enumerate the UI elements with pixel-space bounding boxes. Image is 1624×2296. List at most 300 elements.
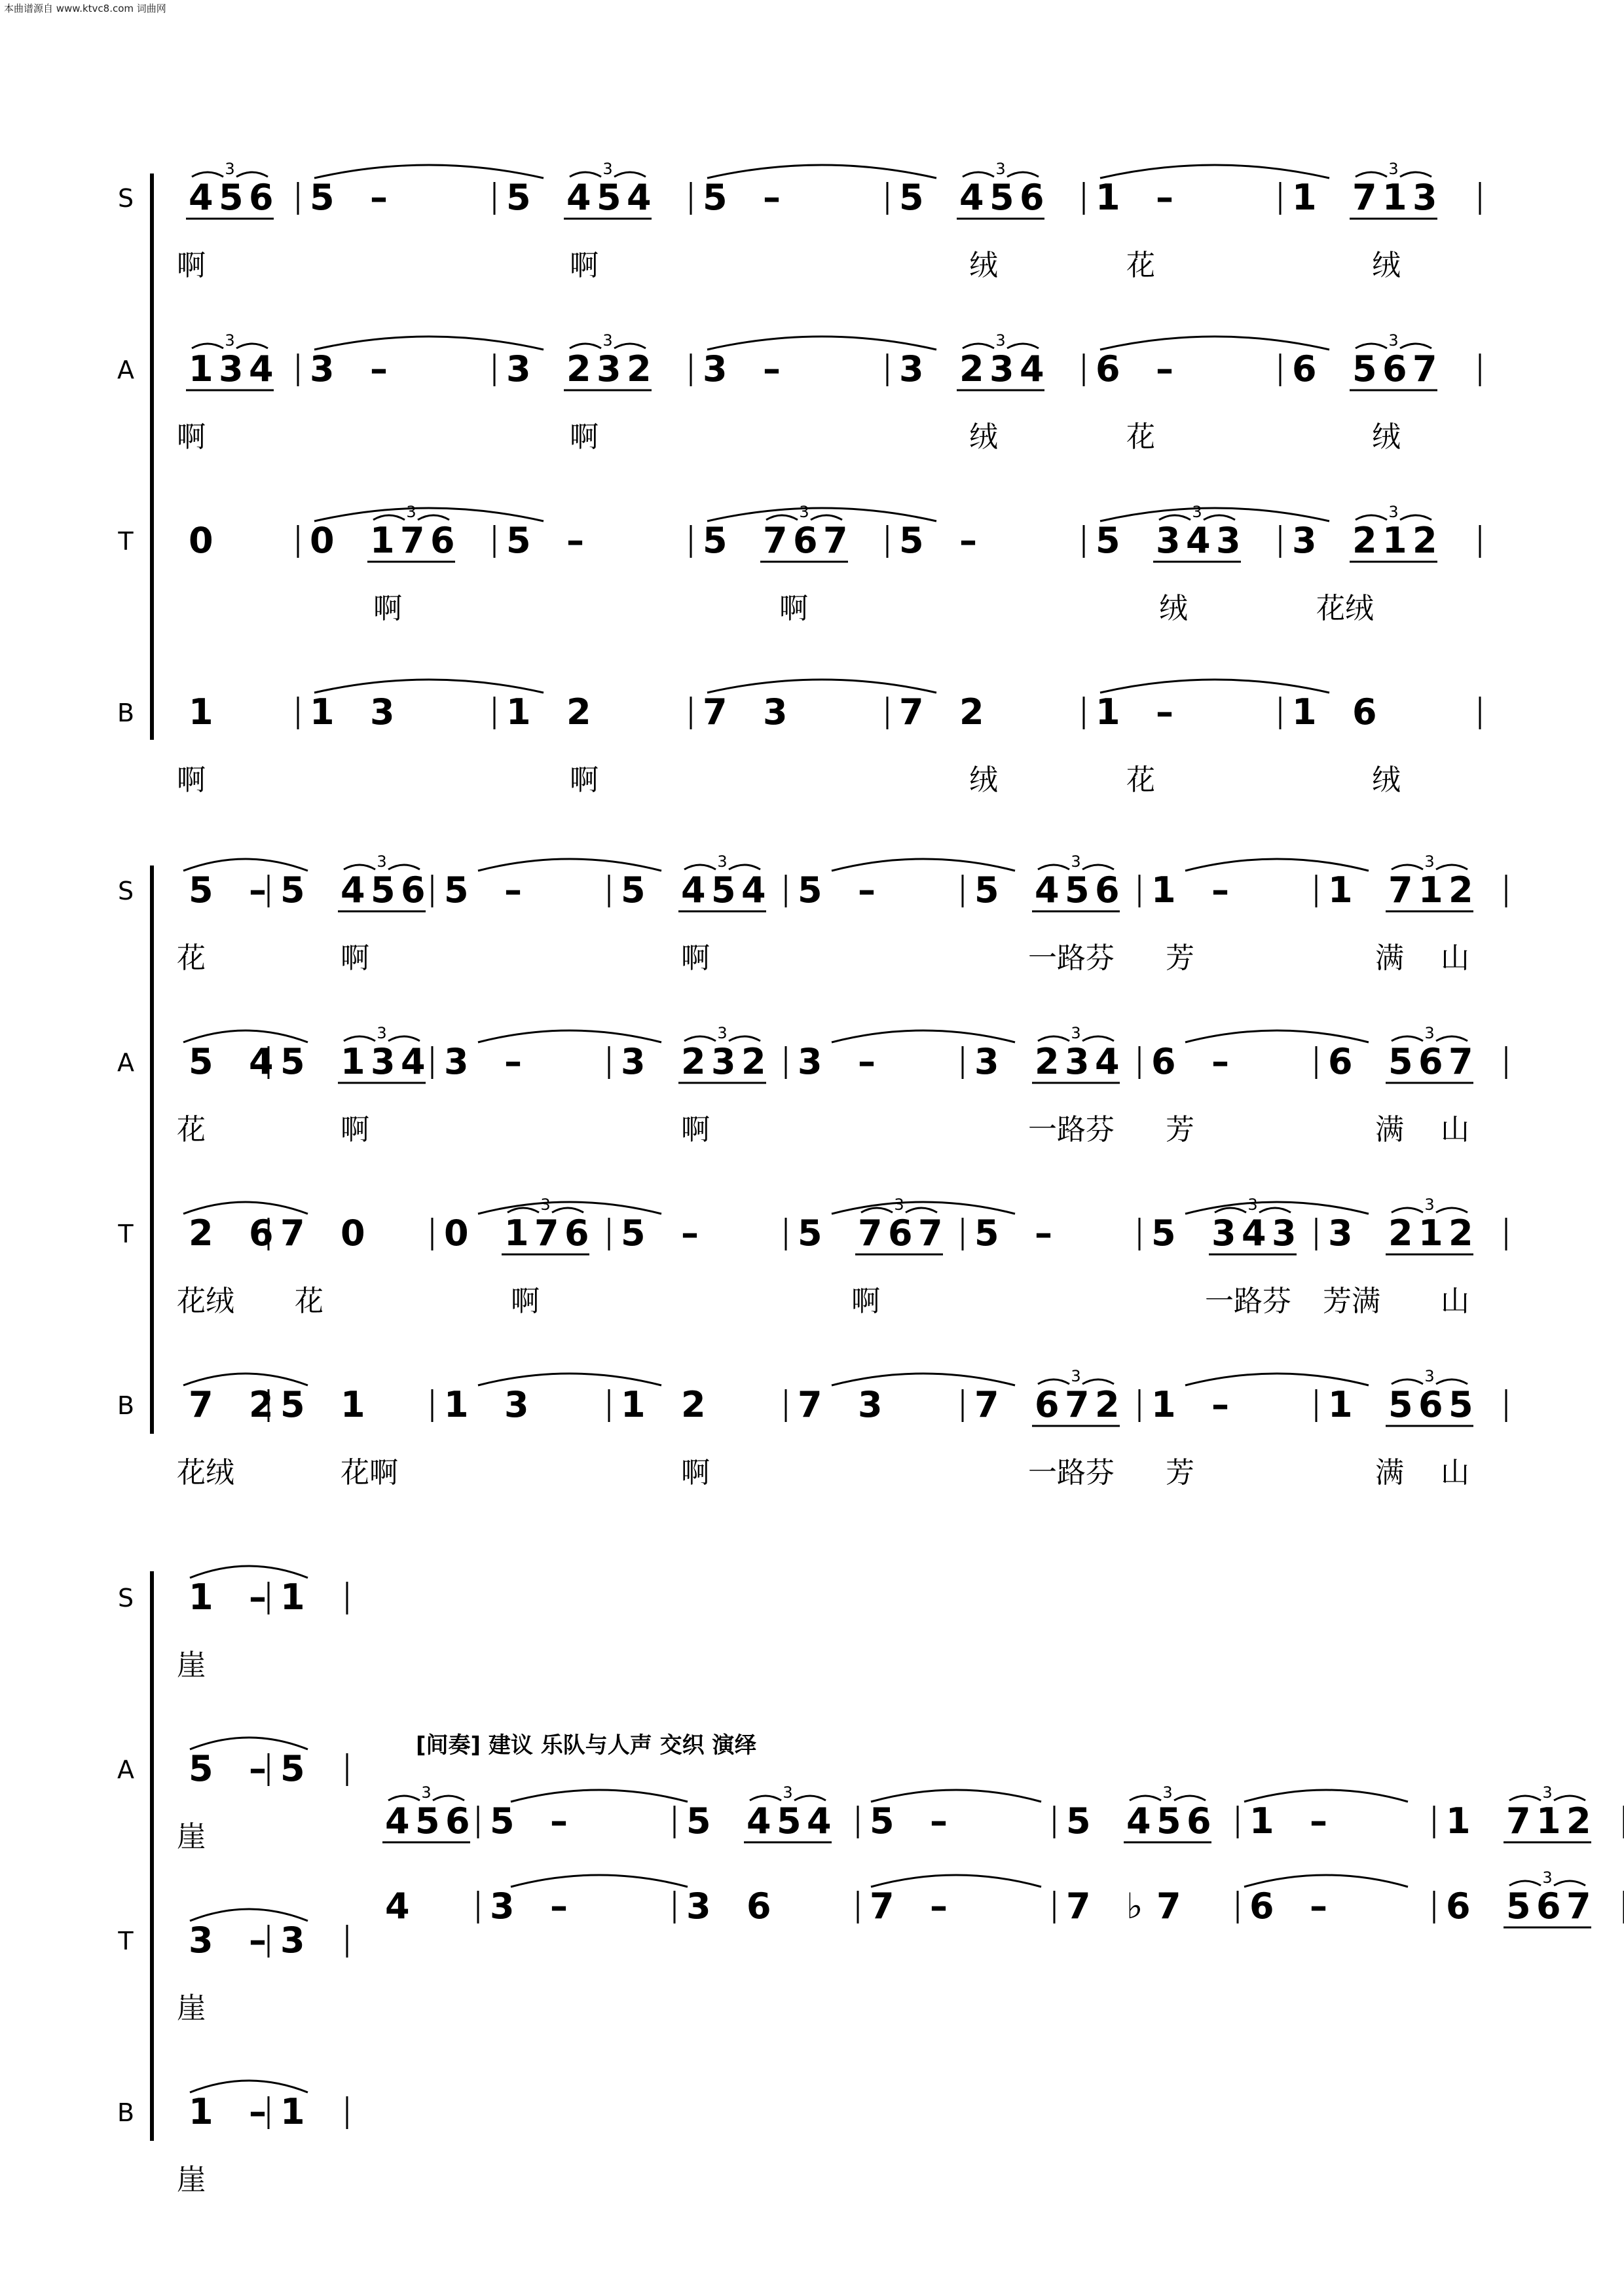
sys2-A-note-m0-1-0: 4 [249, 1041, 274, 1082]
sys1-S-triplet-m4-1-arc-left [963, 172, 994, 177]
sys1-A-note-m4-1-1: 3 [989, 348, 1014, 390]
sys2-T-note-m7-1-2: 2 [1449, 1212, 1473, 1254]
sys2-B-note-m4-0-0: 7 [798, 1384, 822, 1425]
sys2-T-note-m0-1-0: 6 [249, 1212, 274, 1254]
sys1-A-note-m2-1-1: 3 [597, 348, 621, 390]
sys1-T-note-m3-1-1: 6 [793, 520, 818, 561]
sys1-B-note-m4-1-0: 2 [959, 691, 984, 733]
sys2-A-note-m1-1-2: 4 [401, 1041, 426, 1082]
interlude-lower-note-m6-1-2: 7 [1566, 1886, 1591, 1927]
sys2-voice-label-T: T [118, 1220, 134, 1248]
interlude-lower-note-m6-0-0: 6 [1446, 1886, 1471, 1927]
sys2-A-triplet-m3-1-arc-left [684, 1036, 716, 1041]
sys1-B-note-m6-1-0: 6 [1352, 691, 1377, 733]
sys1-S-triplet-m6-1-arc-right [1400, 172, 1431, 177]
sys2-T-triplet-m6-1-number: 3 [1247, 1195, 1258, 1214]
sys2-A-triplet-m7-1-arc-left [1392, 1036, 1423, 1041]
sys2-S-lyric-0: 花 [177, 941, 206, 975]
sys1-T-lyric-2: 绒 [1159, 592, 1188, 625]
sys1-A-note-m4-1-0: 2 [959, 348, 984, 390]
sys2-T-note-m4-0-0: 5 [798, 1212, 822, 1254]
sys2-B-triplet-m7-1-arc-right [1436, 1379, 1467, 1384]
sys3-B-note-m0-0-0: 1 [189, 2091, 213, 2132]
sys2-S-note-m3-1-1: 5 [711, 869, 736, 911]
sys1-S-triplet-m0-0-arc-right [236, 172, 268, 177]
sys2-S-note-m7-1-1: 1 [1418, 869, 1443, 911]
sys2-B-note-m6-0-0: 1 [1151, 1384, 1176, 1425]
sys2-B-note-m5-1-1: 7 [1065, 1384, 1090, 1425]
sys2-T-lyric-5: 芳满 [1323, 1285, 1380, 1318]
sys2-B-lyric-1: 花啊 [341, 1456, 398, 1489]
sys3-T-note-m0-0-0: 3 [189, 1920, 213, 1961]
sys1-A-note-m2-0-0: 3 [506, 348, 531, 390]
sys2-A-note-m7-0-0: 6 [1328, 1041, 1353, 1082]
sys1-A-note-m3-1-0: – [763, 348, 781, 390]
sys2-A-lyric-3: 一路芬 [1028, 1113, 1115, 1146]
sys2-B-note-m7-0-0: 1 [1328, 1384, 1353, 1425]
interlude-upper-note-m6-1-2: 2 [1566, 1800, 1591, 1842]
sys1-A-triplet-m2-1-arc-right [614, 344, 646, 348]
sys2-B-triplet-m5-1-number: 3 [1071, 1367, 1081, 1385]
sys2-S-note-m5-1-1: 5 [1065, 869, 1090, 911]
sys1-S-note-m6-0-0: 1 [1292, 177, 1317, 218]
sys1-B-note-m5-0-0: 1 [1096, 691, 1120, 733]
sys2-A-triplet-m5-1-number: 3 [1071, 1024, 1081, 1042]
sys2-S-note-m4-1-0: – [858, 869, 876, 911]
interlude-upper-note-m4-1-0: 4 [1126, 1800, 1151, 1842]
sys1-A-triplet-m6-1-arc-left [1356, 344, 1387, 348]
sys3-B-note-m0-1-0: – [249, 2091, 267, 2132]
sys1-A-note-m0-0-1: 3 [219, 348, 244, 390]
sys2-T-note-m1-0-0: 7 [280, 1212, 305, 1254]
sys1-T-note-m4-1-0: – [959, 520, 977, 561]
sys1-T-triplet-m3-1-arc-right [811, 515, 842, 520]
sys2-T-note-m7-0-0: 3 [1328, 1212, 1353, 1254]
sys1-T-triplet-m3-1-arc-left [766, 515, 798, 520]
interlude-upper-tie-a [511, 1790, 688, 1802]
sys1-S-note-m6-1-2: 3 [1412, 177, 1437, 218]
sys2-A-lyric-2: 啊 [681, 1113, 710, 1146]
interlude-upper-triplet-m2-1-arc-left [750, 1796, 781, 1800]
sys1-B-note-m6-0-0: 1 [1292, 691, 1317, 733]
sys2-A-triplet-m3-1-number: 3 [717, 1024, 728, 1042]
sys1-S-note-m2-1-2: 4 [627, 177, 652, 218]
sys1-A-note-m4-0-0: 3 [899, 348, 924, 390]
sys3-voice-label-B: B [117, 2098, 135, 2127]
sys2-T-lyric-6: 山 [1441, 1285, 1469, 1318]
sys2-B-note-m7-1-1: 6 [1418, 1384, 1443, 1425]
sys2-B-note-m0-0-0: 7 [189, 1384, 213, 1425]
sys2-B-note-m7-1-2: 5 [1449, 1384, 1473, 1425]
sys1-A-note-m5-1-0: – [1156, 348, 1173, 390]
sys2-S-triplet-m3-1-number: 3 [717, 852, 728, 871]
sys2-A-note-m5-1-0: 2 [1035, 1041, 1060, 1082]
sys2-S-note-m5-1-2: 6 [1095, 869, 1120, 911]
sys2-B-triplet-m5-1-arc-left [1038, 1379, 1069, 1384]
sys1-A-triplet-m6-1-arc-right [1400, 344, 1431, 348]
sys2-B-note-m5-0-0: 7 [974, 1384, 999, 1425]
sys1-B-note-m4-0-0: 7 [899, 691, 924, 733]
sys2-T-note-m6-0-0: 5 [1151, 1212, 1176, 1254]
sys1-S-triplet-m2-1-arc-left [570, 172, 601, 177]
sys2-S-note-m6-1-0: – [1211, 869, 1229, 911]
sys2-T-note-m2-1-1: 7 [534, 1212, 559, 1254]
interlude-lower-triplet-m6-1-arc-left [1509, 1881, 1541, 1886]
sys1-T-triplet-m5-1-number: 3 [1192, 503, 1202, 521]
sys1-B-note-m3-1-0: 3 [763, 691, 788, 733]
sys2-T-triplet-m2-1-number: 3 [540, 1195, 551, 1214]
sys1-S-note-m2-0-0: 5 [506, 177, 531, 218]
sys1-S-lyric-3: 花 [1126, 249, 1155, 282]
sys2-T-note-m3-1-0: – [681, 1212, 699, 1254]
sys2-S-note-m2-1-0: – [504, 869, 522, 911]
interlude-lower-note-m6-1-0: 5 [1506, 1886, 1531, 1927]
interlude-upper-note-m5-0-0: 1 [1249, 1800, 1274, 1842]
sys2-S-note-m4-0-0: 5 [798, 869, 822, 911]
sys1-A-note-m1-0-0: 3 [310, 348, 335, 390]
sys2-S-note-m1-1-1: 5 [371, 869, 396, 911]
sys1-A-note-m6-1-1: 6 [1382, 348, 1407, 390]
interlude-upper-note-m3-0-0: 5 [870, 1800, 895, 1842]
sys1-T-note-m3-1-2: 7 [823, 520, 848, 561]
sys2-S-note-m5-1-0: 4 [1035, 869, 1060, 911]
sys2-T-note-m4-1-2: 7 [918, 1212, 943, 1254]
sys1-T-triplet-m1-1-arc-right [418, 515, 449, 520]
sys2-S-lyric-6: 山 [1441, 941, 1469, 975]
sys1-T-note-m0-0-0: 0 [189, 520, 213, 561]
sys2-A-note-m5-0-0: 3 [974, 1041, 999, 1082]
sys2-T-triplet-m7-1-number: 3 [1424, 1195, 1435, 1214]
sys2-B-note-m3-1-0: 2 [681, 1384, 706, 1425]
sys2-B-note-m6-1-0: – [1211, 1384, 1229, 1425]
sys2-A-note-m2-0-0: 3 [444, 1041, 469, 1082]
sys1-S-lyric-1: 啊 [570, 249, 599, 282]
sys2-B-note-m7-1-0: 5 [1388, 1384, 1413, 1425]
sys2-B-note-m4-1-0: 3 [858, 1384, 883, 1425]
interlude-upper-note-m0-0-1: 5 [415, 1800, 440, 1842]
interlude-upper-note-m0-0-2: 6 [445, 1800, 470, 1842]
interlude-upper-triplet-m4-1-arc-right [1174, 1796, 1206, 1800]
sys1-T-lyric-1: 啊 [779, 592, 808, 625]
sys2-T-triplet-m6-1-arc-right [1259, 1208, 1291, 1212]
sys1-T-note-m2-1-0: – [566, 520, 584, 561]
sys2-A-note-m6-0-0: 6 [1151, 1041, 1176, 1082]
sys2-A-note-m4-1-0: – [858, 1041, 876, 1082]
sys1-A-note-m0-0-0: 1 [189, 348, 213, 390]
sys2-S-lyric-4: 芳 [1166, 941, 1194, 975]
interlude-lower-tie-a [511, 1875, 688, 1887]
interlude-upper-triplet-m0-0-arc-right [433, 1796, 464, 1800]
sys1-S-tie-b [707, 165, 936, 178]
interlude-lower-note-m6-1-1: 6 [1536, 1886, 1561, 1927]
sys1-S-note-m6-1-1: 1 [1382, 177, 1407, 218]
interlude-upper-triplet-m4-1-arc-left [1130, 1796, 1161, 1800]
interlude-lower-triplet-m6-1-number: 3 [1542, 1868, 1553, 1887]
sys1-T-note-m3-0-0: 5 [703, 520, 728, 561]
sys1-S-note-m3-0-0: 5 [703, 177, 728, 218]
interlude-upper-triplet-m0-0-number: 3 [421, 1783, 432, 1802]
sys2-A-note-m7-1-0: 5 [1388, 1041, 1413, 1082]
sys1-S-note-m4-1-1: 5 [989, 177, 1014, 218]
sys1-A-triplet-m2-1-number: 3 [602, 331, 613, 350]
sys2-A-note-m5-1-1: 3 [1065, 1041, 1090, 1082]
sys1-B-lyric-1: 啊 [570, 763, 599, 797]
sys1-T-note-m1-0-0: 0 [310, 520, 335, 561]
interlude-upper-note-m5-1-0: – [1310, 1800, 1327, 1842]
sys1-A-lyric-2: 绒 [969, 420, 998, 454]
interlude-upper-note-m6-1-1: 1 [1536, 1800, 1561, 1842]
sys1-S-note-m4-1-2: 6 [1020, 177, 1044, 218]
sys1-S-triplet-m0-0-arc-left [192, 172, 223, 177]
sys1-A-triplet-m4-1-arc-left [963, 344, 994, 348]
sys2-T-triplet-m6-1-arc-left [1215, 1208, 1246, 1212]
sys1-T-triplet-m1-1-arc-left [373, 515, 405, 520]
interlude-upper-note-m2-1-1: 5 [777, 1800, 802, 1842]
interlude-lower-note-m3-0-0: 7 [870, 1886, 895, 1927]
sys2-S-lyric-2: 啊 [681, 941, 710, 975]
sys2-B-note-m5-1-2: 2 [1095, 1384, 1120, 1425]
sys2-A-note-m6-1-0: – [1211, 1041, 1229, 1082]
sys1-A-tie-a [314, 337, 544, 350]
sys2-B-lyric-0: 花绒 [177, 1456, 234, 1489]
sys2-A-note-m3-1-2: 2 [741, 1041, 766, 1082]
sys2-T-note-m6-1-1: 4 [1242, 1212, 1266, 1254]
sys1-B-note-m1-1-0: 3 [370, 691, 395, 733]
sys2-T-triplet-m2-1-arc-right [552, 1208, 583, 1212]
sys2-T-note-m5-1-0: – [1035, 1212, 1052, 1254]
interlude-lower-note-m4-1-1: 7 [1156, 1886, 1181, 1927]
sys2-A-note-m1-0-0: 5 [280, 1041, 305, 1082]
sys2-T-lyric-4: 一路芬 [1205, 1285, 1291, 1318]
sys3-S-lyric-0: 崖 [177, 1649, 206, 1682]
interlude-lower-note-m4-1-0: ♭ [1126, 1886, 1143, 1927]
interlude-upper-triplet-m2-1-arc-right [794, 1796, 826, 1800]
sys2-A-note-m3-0-0: 3 [621, 1041, 646, 1082]
sys1-B-lyric-0: 啊 [177, 763, 206, 797]
sys2-B-note-m5-1-0: 6 [1035, 1384, 1060, 1425]
interlude-upper-note-m3-1-0: – [930, 1800, 948, 1842]
sys1-A-note-m1-1-0: – [370, 348, 388, 390]
sys2-T-triplet-m7-1-arc-left [1392, 1208, 1423, 1212]
sys2-B-note-m1-1-0: 1 [341, 1384, 365, 1425]
interlude-upper-note-m6-0-0: 1 [1446, 1800, 1471, 1842]
sys1-T-note-m6-0-0: 3 [1292, 520, 1317, 561]
sys1-T-note-m3-1-0: 7 [763, 520, 788, 561]
sys1-voice-label-S: S [117, 184, 134, 213]
sys2-A-triplet-m1-1-arc-right [388, 1036, 420, 1041]
sys2-S-note-m7-1-2: 2 [1449, 869, 1473, 911]
sys2-S-note-m5-0-0: 5 [974, 869, 999, 911]
sys1-B-lyric-2: 绒 [969, 763, 998, 797]
sys2-T-note-m0-0-0: 2 [189, 1212, 213, 1254]
sys2-S-note-m1-1-2: 6 [401, 869, 426, 911]
sys2-T-triplet-m4-1-number: 3 [894, 1195, 904, 1214]
sys1-A-triplet-m4-1-arc-right [1007, 344, 1039, 348]
interlude-lower-note-m5-0-0: 6 [1249, 1886, 1274, 1927]
sys1-A-lyric-3: 花 [1126, 420, 1155, 454]
sys1-A-tie-b [707, 337, 936, 350]
sys1-S-note-m2-1-1: 5 [597, 177, 621, 218]
interlude-lower-triplet-m6-1-arc-right [1554, 1881, 1585, 1886]
sys2-B-note-m2-1-0: 3 [504, 1384, 529, 1425]
interlude-upper-note-m2-1-2: 4 [807, 1800, 832, 1842]
sys2-S-triplet-m7-1-arc-left [1392, 865, 1423, 869]
sys1-T-triplet-m6-1-arc-left [1356, 515, 1387, 520]
sys2-A-triplet-m1-1-number: 3 [377, 1024, 387, 1042]
sys2-T-note-m2-1-0: 1 [504, 1212, 529, 1254]
sys2-A-triplet-m5-1-arc-right [1082, 1036, 1114, 1041]
sys2-A-note-m7-1-2: 7 [1449, 1041, 1473, 1082]
sys1-voice-label-T: T [118, 527, 134, 556]
sys1-S-note-m0-0-1: 5 [219, 177, 244, 218]
sys1-A-note-m3-0-0: 3 [703, 348, 728, 390]
sys2-S-note-m3-1-2: 4 [741, 869, 766, 911]
sys1-S-triplet-m4-1-number: 3 [995, 160, 1006, 178]
sys2-S-note-m2-0-0: 5 [444, 869, 469, 911]
sys2-T-note-m5-0-0: 5 [974, 1212, 999, 1254]
sys2-T-note-m6-1-0: 3 [1211, 1212, 1236, 1254]
interlude-upper-note-m4-1-2: 6 [1187, 1800, 1211, 1842]
sys2-T-note-m2-1-2: 6 [564, 1212, 589, 1254]
interlude-upper-triplet-m6-1-number: 3 [1542, 1783, 1553, 1802]
sys1-B-tie-b [707, 680, 936, 693]
sys2-T-note-m1-1-0: 0 [341, 1212, 365, 1254]
sys2-A-triplet-m3-1-arc-right [729, 1036, 760, 1041]
sys1-S-note-m5-0-0: 1 [1096, 177, 1120, 218]
sys2-B-triplet-m7-1-number: 3 [1424, 1367, 1435, 1385]
sys2-S-triplet-m1-1-arc-right [388, 865, 420, 869]
sys1-T-triplet-m6-1-number: 3 [1388, 503, 1399, 521]
sys1-T-note-m5-1-2: 3 [1216, 520, 1241, 561]
sys3-T-lyric-0: 崖 [177, 1992, 206, 2025]
sys2-S-note-m1-0-0: 5 [280, 869, 305, 911]
sys2-T-note-m7-1-0: 2 [1388, 1212, 1413, 1254]
sys1-B-note-m2-0-0: 1 [506, 691, 531, 733]
sys1-S-triplet-m0-0-number: 3 [225, 160, 235, 178]
sys1-T-note-m1-1-0: 1 [370, 520, 395, 561]
sys2-S-note-m1-1-0: 4 [341, 869, 365, 911]
sys1-S-note-m0-0-0: 4 [189, 177, 213, 218]
source-header: 本曲谱源自 www.ktvc8.com 词曲网 [4, 3, 166, 14]
sys1-S-note-m6-1-0: 7 [1352, 177, 1377, 218]
sys1-A-triplet-m4-1-number: 3 [995, 331, 1006, 350]
sys2-S-triplet-m5-1-number: 3 [1071, 852, 1081, 871]
sys2-T-note-m4-1-0: 7 [858, 1212, 883, 1254]
sys2-S-note-m0-1-0: – [249, 869, 267, 911]
sys2-A-note-m0-0-0: 5 [189, 1041, 213, 1082]
sys2-B-lyric-6: 山 [1441, 1456, 1469, 1489]
interlude-upper-note-m2-0-0: 5 [686, 1800, 711, 1842]
sys1-A-note-m6-1-2: 7 [1412, 348, 1437, 390]
sys1-B-lyric-4: 绒 [1372, 763, 1401, 797]
sys1-S-note-m2-1-0: 4 [566, 177, 591, 218]
sys2-A-note-m1-1-1: 3 [371, 1041, 396, 1082]
sys2-A-note-m1-1-0: 1 [341, 1041, 365, 1082]
sys2-A-note-m7-1-1: 6 [1418, 1041, 1443, 1082]
sys1-S-triplet-m4-1-arc-right [1007, 172, 1039, 177]
sys1-T-triplet-m5-1-arc-right [1204, 515, 1235, 520]
sys3-voice-label-S: S [117, 1584, 134, 1613]
sys1-S-note-m1-1-0: – [370, 177, 388, 218]
interlude-lower-note-m2-1-0: 6 [747, 1886, 771, 1927]
sys1-S-note-m0-0-2: 6 [249, 177, 274, 218]
sys1-S-triplet-m6-1-number: 3 [1388, 160, 1399, 178]
sys1-T-note-m5-0-0: 5 [1096, 520, 1120, 561]
interlude-label: [间奏] 建议 乐队与人声 交织 演绎 [416, 1732, 757, 1758]
sys2-B-lyric-3: 一路芬 [1028, 1456, 1115, 1489]
sys2-T-lyric-3: 啊 [851, 1285, 880, 1318]
sys1-T-lyric-3: 花绒 [1316, 592, 1374, 625]
sys1-A-triplet-m6-1-number: 3 [1388, 331, 1399, 350]
sys3-T-note-m1-0-0: 3 [280, 1920, 305, 1961]
sys1-A-triplet-m0-0-arc-left [192, 344, 223, 348]
sys1-A-triplet-m2-1-arc-left [570, 344, 601, 348]
sys2-voice-label-B: B [117, 1391, 135, 1420]
sys1-A-tie-c [1100, 337, 1329, 350]
interlude-lower-note-m1-1-0: – [550, 1886, 568, 1927]
sys2-A-triplet-m7-1-number: 3 [1424, 1024, 1435, 1042]
sys1-A-note-m2-1-0: 2 [566, 348, 591, 390]
sys2-S-note-m0-0-0: 5 [189, 869, 213, 911]
sys3-T-note-m0-1-0: – [249, 1920, 267, 1961]
sys1-B-note-m2-1-0: 2 [566, 691, 591, 733]
sys2-S-triplet-m3-1-arc-left [684, 865, 716, 869]
sys3-S-note-m0-1-0: – [249, 1576, 267, 1618]
sys2-S-triplet-m5-1-arc-left [1038, 865, 1069, 869]
sys2-A-note-m3-1-0: 2 [681, 1041, 706, 1082]
sys2-T-triplet-m2-1-arc-left [507, 1208, 539, 1212]
sys2-A-triplet-m7-1-arc-right [1436, 1036, 1467, 1041]
sys1-A-note-m6-0-0: 6 [1292, 348, 1317, 390]
sys1-T-triplet-m3-1-number: 3 [799, 503, 809, 521]
sys2-S-note-m3-1-0: 4 [681, 869, 706, 911]
sys1-S-triplet-m2-1-arc-right [614, 172, 646, 177]
sys2-S-triplet-m7-1-number: 3 [1424, 852, 1435, 871]
sys3-B-lyric-0: 崖 [177, 2163, 206, 2196]
sys2-T-note-m4-1-1: 6 [888, 1212, 913, 1254]
sys1-T-note-m1-1-2: 6 [430, 520, 455, 561]
sys1-voice-label-B: B [117, 699, 135, 727]
sys1-B-tie-a [314, 680, 544, 693]
sys3-A-note-m1-0-0: 5 [280, 1748, 305, 1789]
sys1-B-note-m1-0-0: 1 [310, 691, 335, 733]
interlude-upper-triplet-m4-1-number: 3 [1162, 1783, 1173, 1802]
sys1-T-note-m5-1-0: 3 [1156, 520, 1181, 561]
sys2-T-note-m6-1-2: 3 [1272, 1212, 1297, 1254]
sys3-A-lyric-0: 崖 [177, 1820, 206, 1853]
interlude-lower-note-m5-1-0: – [1310, 1886, 1327, 1927]
interlude-upper-note-m0-0-0: 4 [385, 1800, 410, 1842]
sys2-voice-label-A: A [117, 1048, 134, 1077]
sys3-voice-label-A: A [117, 1755, 134, 1784]
sys2-A-lyric-6: 山 [1441, 1113, 1469, 1146]
sys1-S-note-m5-1-0: – [1156, 177, 1173, 218]
sys2-S-lyric-3: 一路芬 [1028, 941, 1115, 975]
sys1-S-note-m1-0-0: 5 [310, 177, 335, 218]
sys1-T-note-m2-0-0: 5 [506, 520, 531, 561]
sys2-A-lyric-5: 满 [1375, 1113, 1404, 1146]
sys2-S-triplet-m1-1-number: 3 [377, 852, 387, 871]
sys1-A-lyric-1: 啊 [570, 420, 599, 454]
sys2-B-lyric-2: 啊 [681, 1456, 710, 1489]
sys2-B-triplet-m7-1-arc-left [1392, 1379, 1423, 1384]
interlude-upper-tie-b [871, 1790, 1041, 1802]
sys2-A-note-m2-1-0: – [504, 1041, 522, 1082]
sys1-T-triplet-m1-1-number: 3 [406, 503, 416, 521]
sys2-T-note-m2-0-0: 0 [444, 1212, 469, 1254]
sys2-B-note-m2-0-0: 1 [444, 1384, 469, 1425]
sys2-S-note-m6-0-0: 1 [1151, 869, 1176, 911]
